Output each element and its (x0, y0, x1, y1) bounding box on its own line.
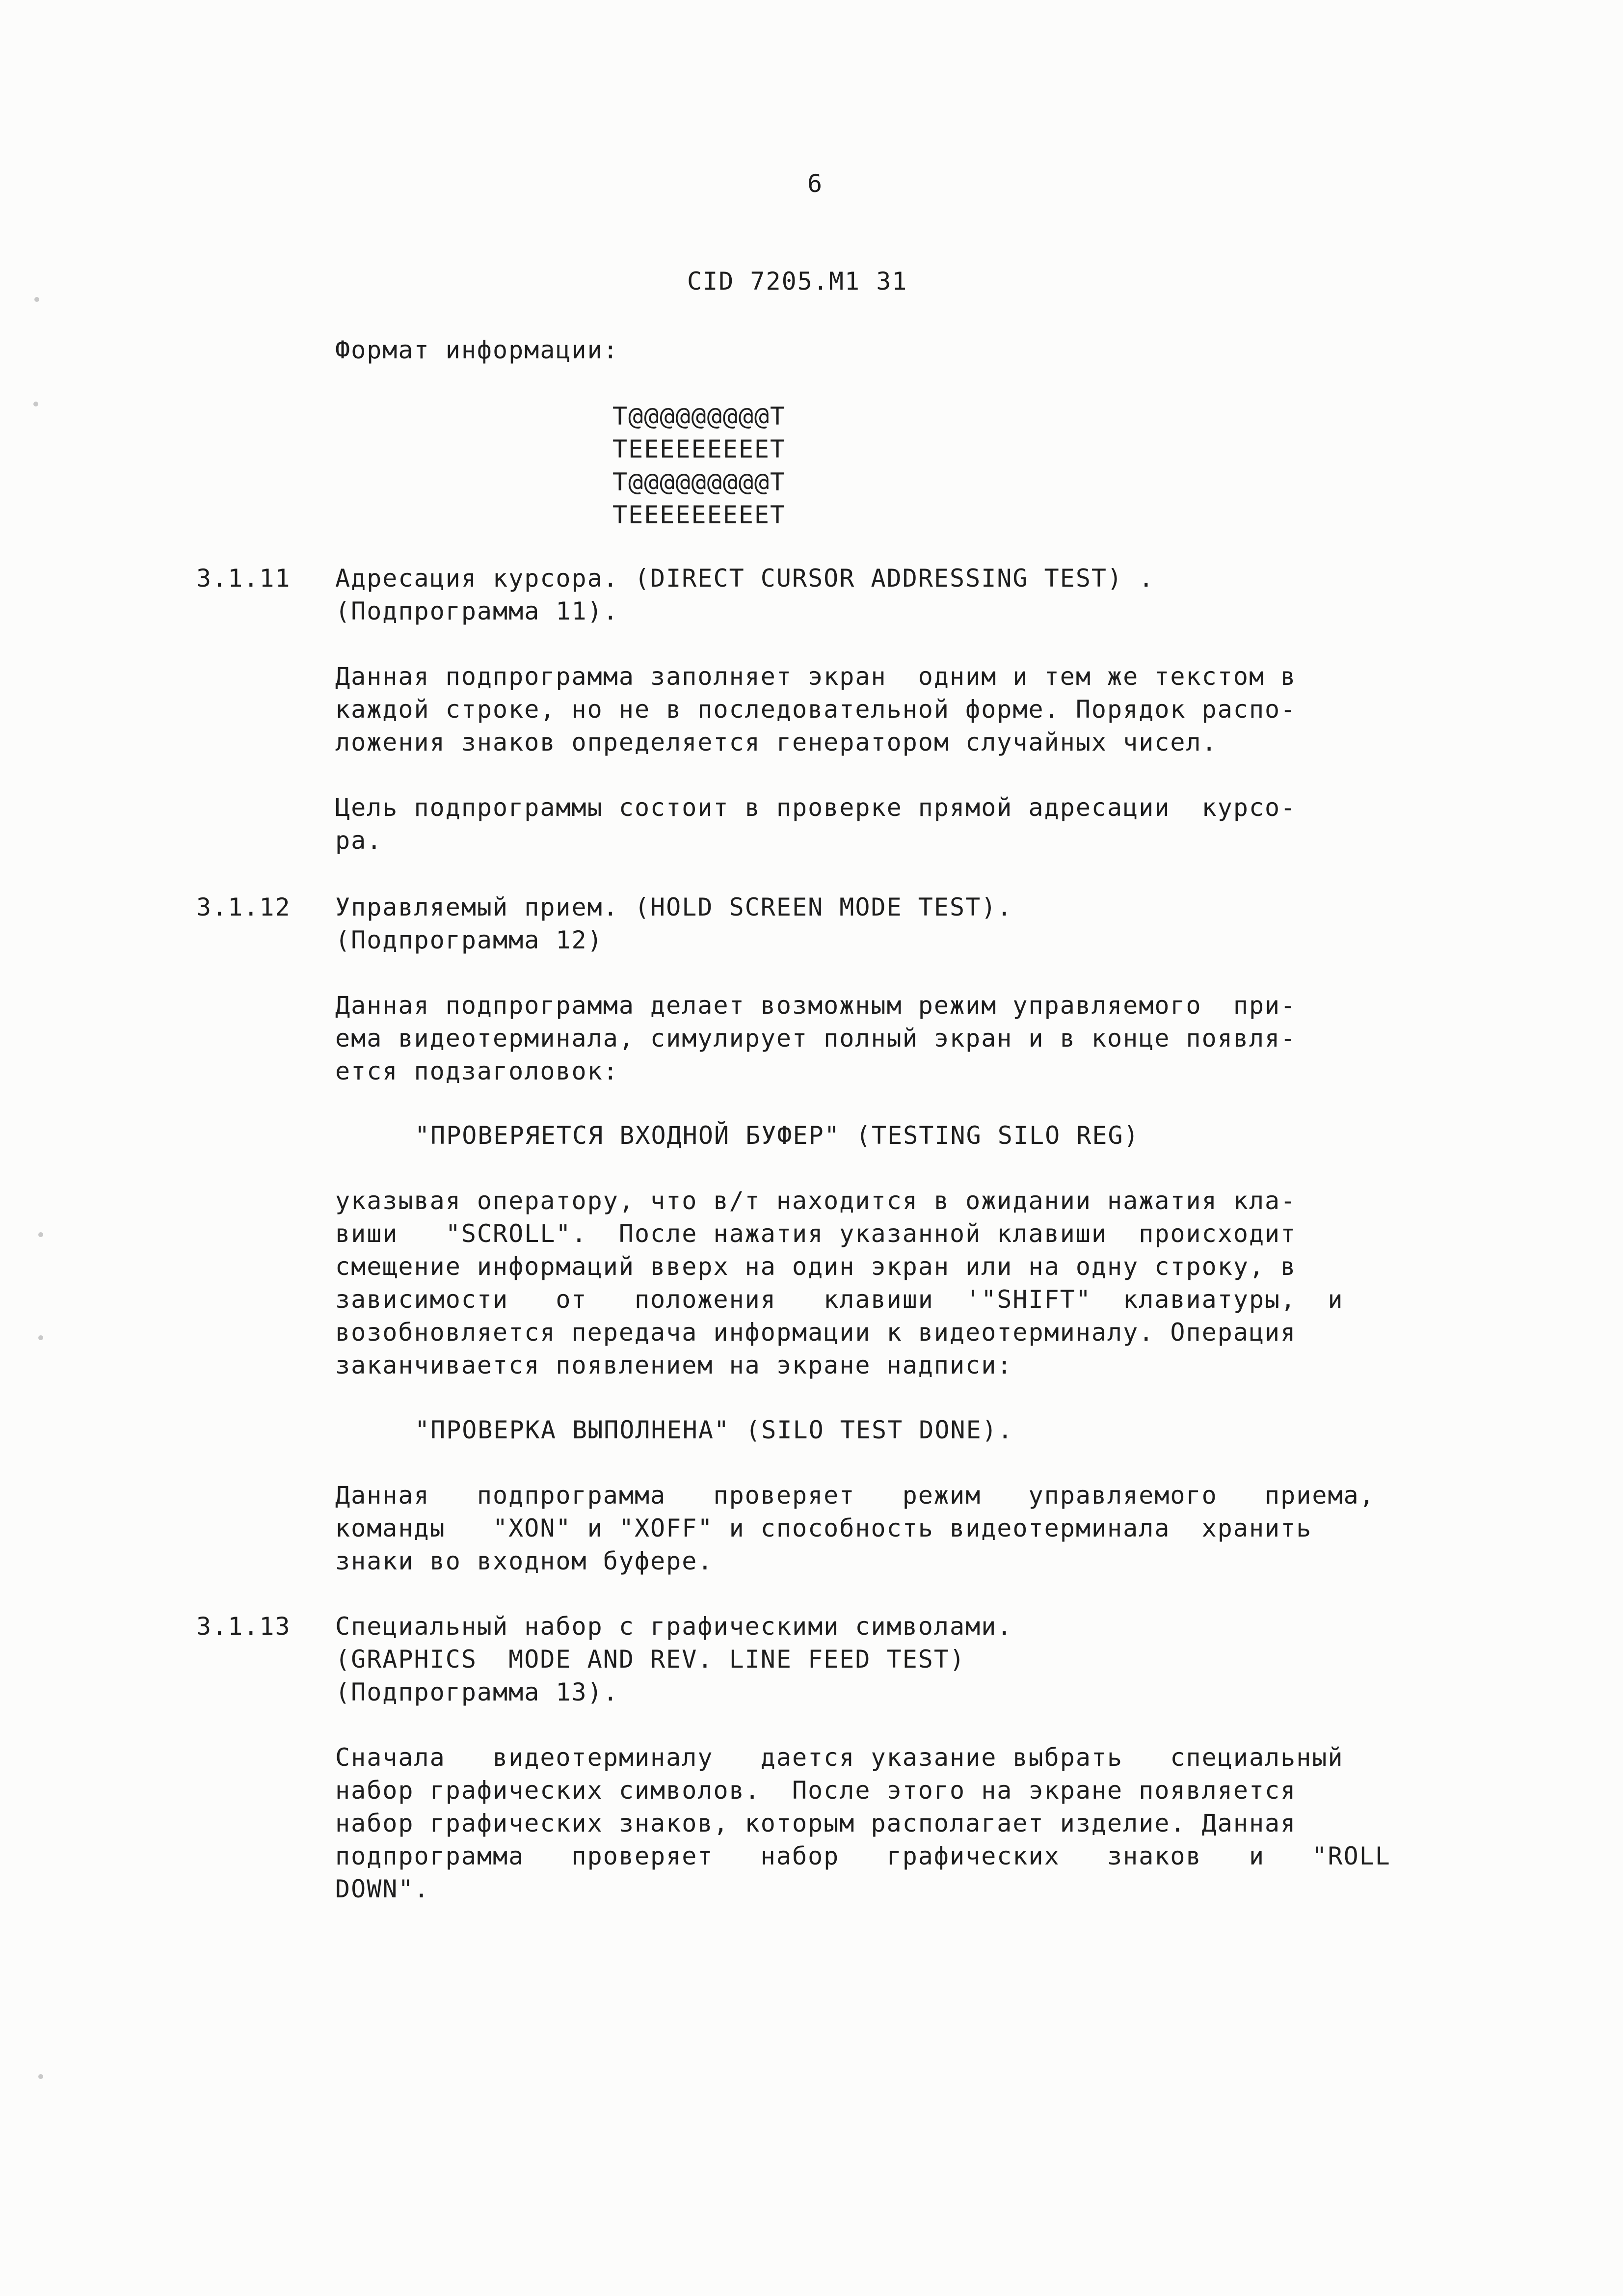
paragraph-line: заканчивается появлением на экране надписи: (335, 1351, 1013, 1379)
paragraph-line: набор графических знаков, которым располагает изделие. Данная (335, 1809, 1297, 1837)
section-number: 3.1.11 (196, 564, 291, 593)
paragraph-line: ема видеотерминала, симулирует полный экран и в конце появля- (335, 1024, 1297, 1053)
format-line: T@@@@@@@@@T (612, 468, 786, 496)
section-title: Управляемый прием. (HOLD SCREEN MODE TEST). (335, 893, 1013, 921)
scan-speck (33, 402, 38, 406)
paragraph-line: знаки во входном буфере. (335, 1547, 714, 1575)
section-title: Специальный набор с графическими символами. (335, 1612, 1013, 1641)
quoted-message: "ПРОВЕРКА ВЫПОЛНЕНА" (SILO TEST DONE). (415, 1416, 1013, 1444)
paragraph-line: подпрограмма проверяет набор графических знаков и "ROLL (335, 1842, 1391, 1870)
paragraph-line: каждой строке, но не в последовательной форме. Порядок распо- (335, 695, 1297, 724)
section-subtitle: (Подпрограмма 12) (335, 926, 603, 954)
paragraph-line: ра. (335, 826, 383, 855)
quoted-message: "ПРОВЕРЯЕТСЯ ВХОДНОЙ БУФЕР" (TESTING SILO REG) (415, 1121, 1140, 1150)
paragraph-line: указывая оператору, что в/т находится в ожидании нажатия кла- (335, 1187, 1297, 1215)
section-title: Адресация курсора. (DIRECT CURSOR ADDRESSING TEST) . (335, 564, 1155, 593)
paragraph-line: набор графических символов. После этого на экране появляется (335, 1776, 1297, 1805)
section-number: 3.1.12 (196, 893, 291, 921)
section-subtitle: (GRAPHICS MODE AND REV. LINE FEED TEST) (335, 1645, 966, 1674)
paragraph-line: Цель подпрограммы состоит в проверке прямой адресации курсо- (335, 793, 1297, 822)
format-line: TEEEEEEEEET (612, 501, 786, 529)
scan-speck (38, 1232, 43, 1237)
format-line: T@@@@@@@@@T (612, 402, 786, 431)
scan-speck (34, 297, 39, 302)
document-code: CID 7205.M1 31 (687, 267, 908, 296)
section-subtitle: (Подпрограмма 13). (335, 1678, 619, 1706)
scan-speck (38, 1335, 43, 1340)
section-number: 3.1.13 (196, 1612, 291, 1641)
section-subtitle: (Подпрограмма 11). (335, 597, 619, 625)
format-line: TEEEEEEEEET (612, 435, 786, 463)
paragraph-line: смещение информаций вверх на один экран или на одну строку, в (335, 1252, 1297, 1281)
paragraph-line: Данная подпрограмма заполняет экран одним и тем же текстом в (335, 662, 1297, 691)
page-number: 6 (807, 169, 823, 198)
paragraph-line: Сначала видеотерминалу дается указание выбрать специальный (335, 1743, 1344, 1772)
format-label: Формат информации: (335, 336, 619, 364)
paragraph-line: Данная подпрограмма проверяет режим управляемого приема, (335, 1481, 1375, 1510)
paragraph-line: виши "SCROLL". После нажатия указанной клавиши происходит (335, 1219, 1297, 1248)
paragraph-line: DOWN". (335, 1875, 430, 1903)
paragraph-line: ложения знаков определяется генератором случайных чисел. (335, 728, 1218, 756)
scan-speck (38, 2074, 43, 2079)
paragraph-line: ется подзаголовок: (335, 1057, 619, 1085)
paragraph-line: команды "XON" и "XOFF" и способность видеотерминала хранить (335, 1514, 1312, 1542)
paragraph-line: зависимости от положения клавиши '"SHIFT" клавиатуры, и (335, 1285, 1344, 1314)
paragraph-line: возобновляется передача информации к видеотерминалу. Операция (335, 1318, 1297, 1347)
paragraph-line: Данная подпрограмма делает возможным режим управляемого при- (335, 991, 1297, 1020)
